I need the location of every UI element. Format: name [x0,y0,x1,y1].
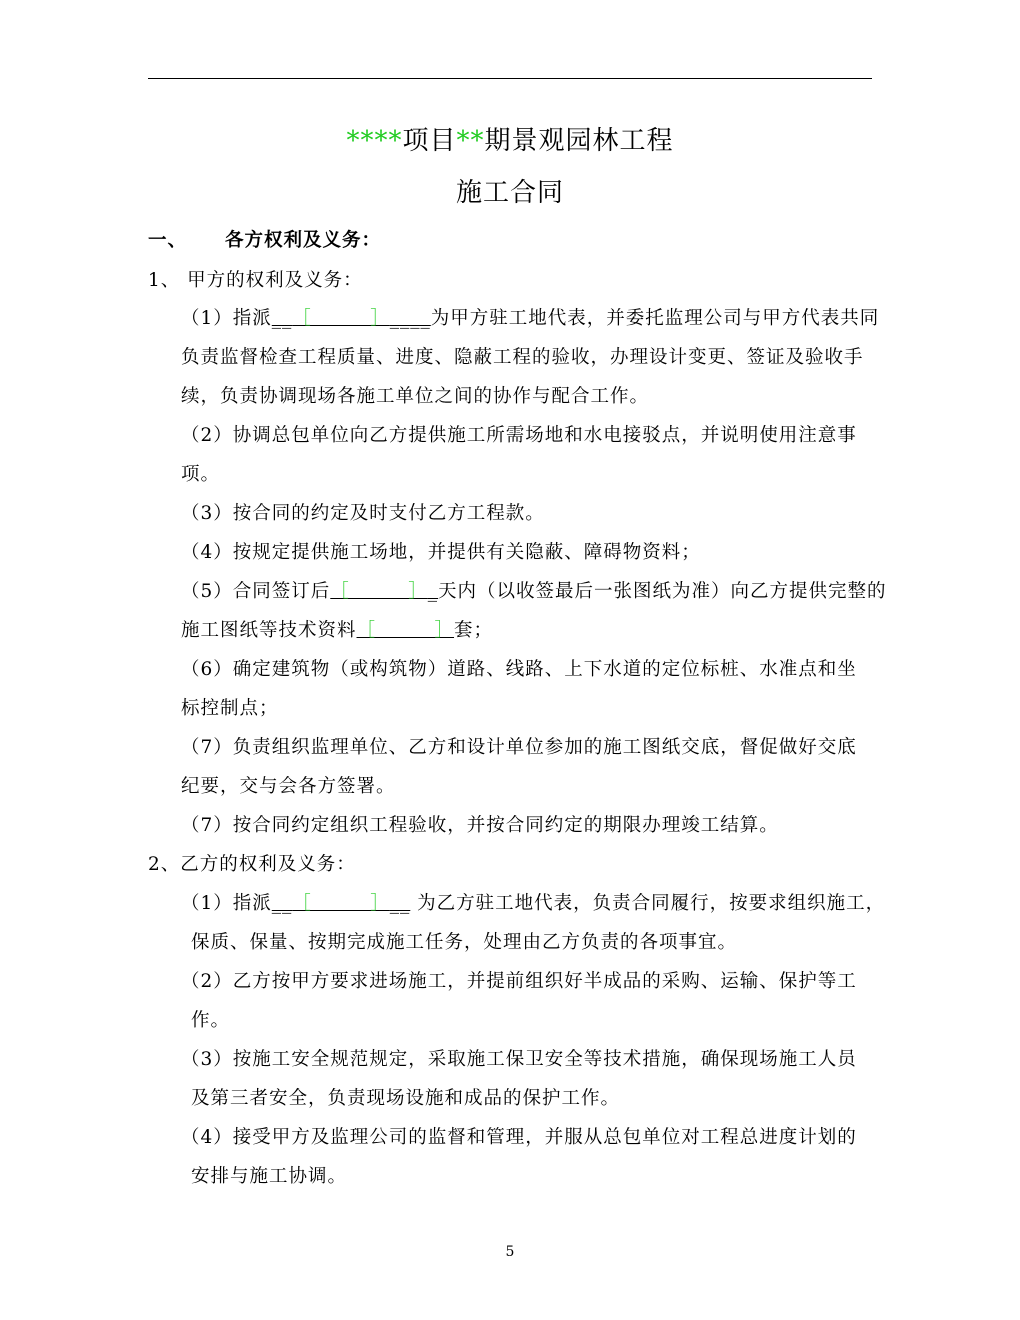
party-b-item-4-line-1: （4）接受甲方及监理公司的监督和管理，并服从总包单位对工程总进度计划的 [181,1127,857,1148]
fill-in-blank[interactable]: ［ ］ [292,893,390,914]
party-a-item-5-line-1: （5）合同签订后［ ］_天内（以收签最后一张图纸为准）向乙方提供完整的 [181,581,887,602]
party-b-item-3-line-1: （3）按施工安全规范规定，采取施工保卫安全等技术措施，确保现场施工人员 [181,1049,857,1070]
party-a-item-4: （4）按规定提供施工场地，并提供有关隐蔽、障碍物资料； [181,542,701,563]
title-part-1: 项目 [402,126,457,156]
party-a-item-3: （3）按合同的约定及时支付乙方工程款。 [181,503,545,524]
section-number: 一、 [148,230,188,251]
section-heading [148,226,381,252]
party-a-item-5-line-2: 施工图纸等技术资料［ ］套； [181,620,494,641]
party-b-item-2-line-2: 作。 [191,1010,231,1031]
title-stars-2: ** [456,126,485,156]
party-a-item-7-line-1: （7）负责组织监理单位、乙方和设计单位参加的施工图纸交底，督促做好交底 [181,737,857,758]
party-a-item-6-line-1: （6）确定建筑物（或构筑物）道路、线路、上下水道的定位标桩、水准点和坐 [181,659,857,680]
section-label: 各方权利及义务： [225,230,382,251]
party-b-item-2-line-1: （2）乙方按甲方要求进场施工，并提前组织好半成品的采购、运输、保护等工 [181,971,857,992]
document-title [0,120,1020,157]
party-a-item-1-line-2: 负责监督检查工程质量、进度、隐蔽工程的验收，办理设计变更、签证及验收手 [181,347,864,368]
party-a-heading: 1、 甲方的权利及义务： [148,270,363,291]
party-a-item-1-line-3: 续，负责协调现场各施工单位之间的协作与配合工作。 [181,386,650,407]
party-b-item-1-line-2: 保质、保量、按期完成施工任务，处理由乙方负责的各项事宜。 [191,932,738,953]
header-rule [148,78,872,79]
party-a-item-2-line-2: 项。 [181,464,221,485]
party-b-item-4-line-2: 安排与施工协调。 [191,1166,348,1187]
party-a-item-1-line-1: （1）指派__［ ］____为甲方驻工地代表，并委托监理公司与甲方代表共同 [181,308,880,329]
fill-in-blank[interactable]: ［ ］ [292,308,390,329]
fill-in-blank[interactable]: ［ ］ [356,620,455,641]
party-b-item-1-line-1: （1）指派__［ ］__ 为乙方驻工地代表，负责合同履行，按要求组织施工， [181,893,886,914]
party-a-item-8: （7）按合同约定组织工程验收，并按合同约定的期限办理竣工结算。 [181,815,779,836]
party-a-item-6-line-2: 标控制点； [181,698,279,719]
party-a-item-7-line-2: 纪要，交与会各方签署。 [181,776,396,797]
page-number: 5 [505,1244,515,1260]
document-subtitle: 施工合同 [455,178,564,208]
party-a-item-2-line-1: （2）协调总包单位向乙方提供施工所需场地和水电接驳点，并说明使用注意事 [181,425,857,446]
title-stars-1: **** [346,126,403,156]
fill-in-blank[interactable]: ［ ］ [330,581,428,602]
title-part-2: 期景观园林工程 [484,126,674,156]
party-b-heading: 2、乙方的权利及义务： [148,854,356,875]
party-b-item-3-line-2: 及第三者安全，负责现场设施和成品的保护工作。 [191,1088,621,1109]
